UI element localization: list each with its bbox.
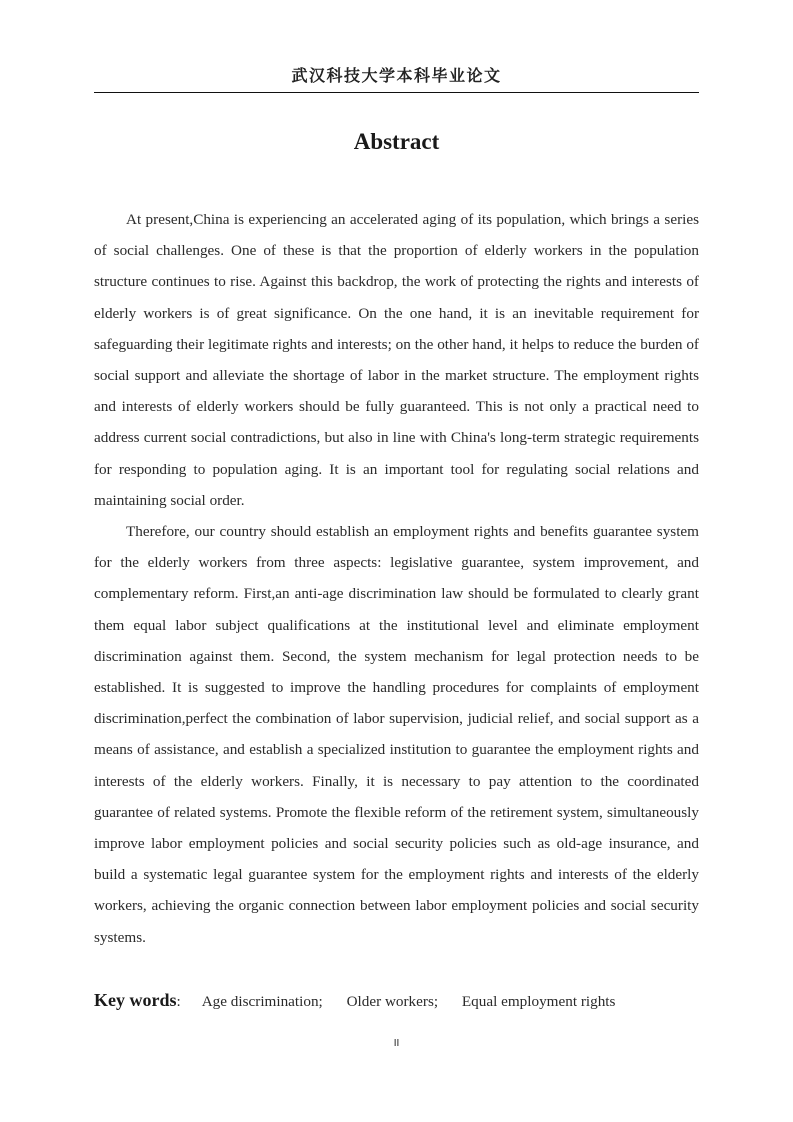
keyword-item: Older workers; bbox=[346, 993, 439, 1010]
keywords-colon: : bbox=[176, 993, 181, 1010]
keywords-label: Key words bbox=[94, 990, 177, 1010]
running-header: 武汉科技大学本科毕业论文 bbox=[291, 66, 502, 85]
abstract-paragraph-1: At present,China is experiencing an accelerated aging of its population, which brings a series of social challenges. One of these is that the proportion of elderly workers in the population structure continues to rise. Against this backdrop, the work of protecting the rights and interests of elderly workers is of great significance. On the one hand, it is an inevitable requirement for safeguarding their legitimate rights and interests; on the other hand, it helps to reduce the burden of social support and alleviate the shortage of labor in the market structure. The employment rights and interests of elderly workers should be fully guaranteed. This is not only a practical need to address current social contradictions, but also in line with China's long-term strategic requirements for responding to population aging. It is an important tool for regulating social relations and maintaining social order. bbox=[94, 211, 699, 509]
keyword-item: Equal employment rights bbox=[461, 993, 616, 1010]
abstract-title: Abstract bbox=[353, 129, 440, 154]
keyword-item: Age discrimination; bbox=[201, 993, 323, 1010]
page-number: II bbox=[393, 1038, 400, 1049]
keywords-line bbox=[94, 986, 699, 1016]
header-divider bbox=[94, 92, 699, 93]
abstract-paragraph-2: Therefore, our country should establish an employment rights and benefits guarantee system for the elderly workers from three aspects: legislative guarantee, system improvement, and complementary reform. First,an anti-age discrimination law should be formulated to clearly grant them equal labor subject qualifications at the institutional level and eliminate employment discrimination against them. Second, the system mechanism for legal protection needs to be established. It is suggested to improve the handling procedures for complaints of employment discrimination,perfect the combination of labor supervision, judicial relief, and social support as a means of assistance, and establish a specialized institution to guarantee the employment rights and interests of the elderly workers. Finally, it is necessary to pay attention to the coordinated guarantee of related systems. Promote the flexible reform of the retirement system, simultaneously improve labor employment policies and social security policies such as old-age insurance, and build a systematic legal guarantee system for the employment rights and interests of the elderly workers, achieving the organic connection between labor employment policies and social security systems. bbox=[94, 523, 699, 946]
